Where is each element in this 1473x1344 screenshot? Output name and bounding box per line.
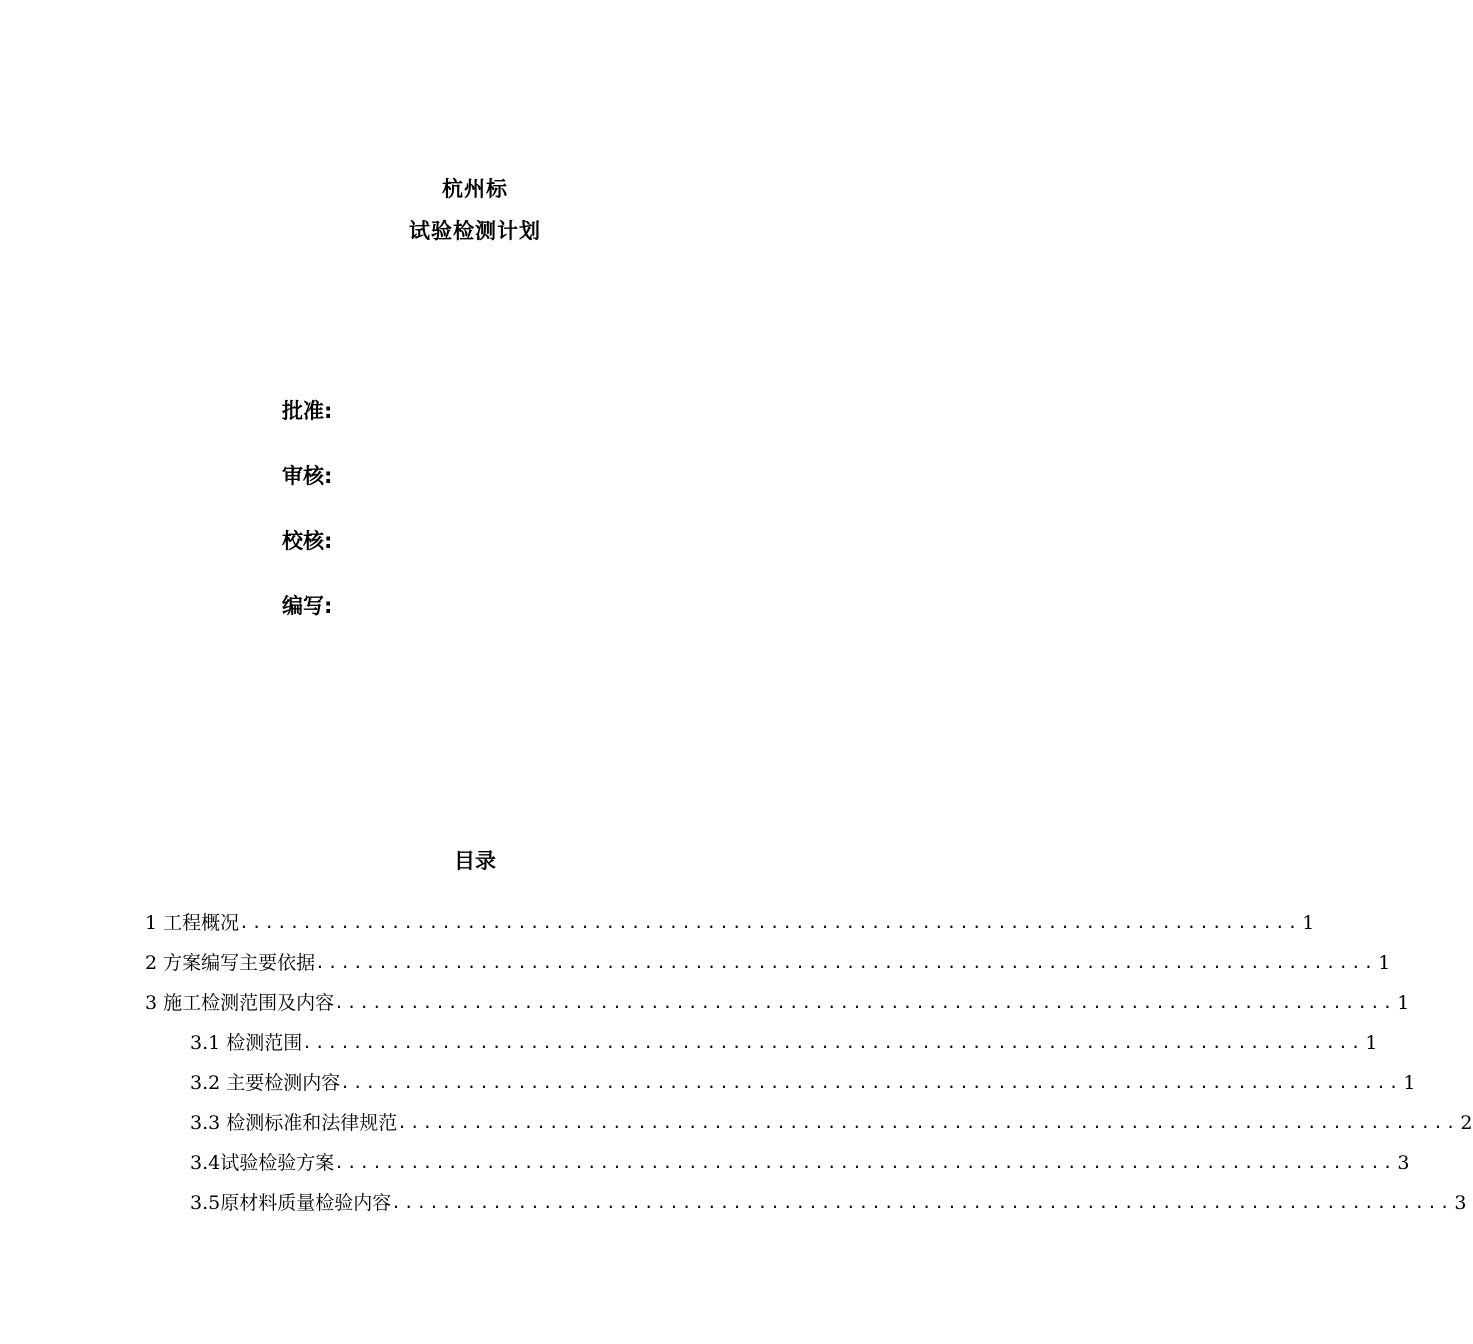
toc-entry-page: 1	[1397, 992, 1410, 1014]
toc-leader-dots: ....................................................................................	[391, 1193, 1453, 1212]
review-label: 审核:	[282, 464, 333, 488]
toc-entry[interactable]	[145, 990, 1410, 1016]
toc-entry-page: 3	[1454, 1192, 1467, 1214]
toc-leader-dots: ....................................................................................	[239, 913, 1301, 932]
toc-entry-page: 1	[1403, 1072, 1416, 1094]
toc-entry-page: 3	[1397, 1152, 1410, 1174]
toc-entry-label: 3.3 检测标准和法律规范	[190, 1112, 398, 1134]
toc-entry-page: 1	[1302, 912, 1315, 934]
toc-entry[interactable]	[190, 1070, 1416, 1096]
toc-leader-dots: ....................................................................................	[302, 1033, 1364, 1052]
toc-leader-dots: ....................................................................................	[315, 953, 1377, 972]
check-label: 校核:	[282, 529, 333, 553]
approval-label: 批准:	[282, 399, 333, 423]
toc-entry-label: 1 工程概况	[145, 912, 240, 934]
toc-entry-page: 1	[1378, 952, 1391, 974]
author-label: 编写:	[282, 594, 333, 618]
toc-entry[interactable]	[190, 1030, 1378, 1056]
toc-entry[interactable]	[145, 950, 1391, 976]
toc-entry-label: 2 方案编写主要依据	[145, 952, 316, 974]
toc-entry-label: 3 施工检测范围及内容	[145, 992, 335, 1014]
toc-leader-dots: ....................................................................................	[334, 993, 1396, 1012]
toc-entry[interactable]	[190, 1150, 1410, 1176]
toc-entry-label: 3.2 主要检测内容	[190, 1072, 341, 1094]
toc-entry[interactable]	[190, 1190, 1467, 1216]
toc-leader-dots: ....................................................................................	[334, 1153, 1396, 1172]
cover-title-line1: 杭州标	[442, 177, 508, 201]
toc-leader-dots: ....................................................................................	[340, 1073, 1402, 1092]
toc-entry-page: 1	[1365, 1032, 1378, 1054]
toc-entry[interactable]	[190, 1110, 1473, 1136]
toc-entry-label: 3.4试验检验方案	[190, 1152, 335, 1174]
toc-leader-dots: ....................................................................................	[397, 1113, 1459, 1132]
toc-entry[interactable]	[145, 910, 1315, 936]
toc-title: 目录	[454, 849, 496, 873]
toc-entry-page: 2	[1460, 1112, 1473, 1134]
cover-title-line2: 试验检测计划	[409, 219, 541, 243]
toc-entry-label: 3.5原材料质量检验内容	[190, 1192, 392, 1214]
toc-entry-label: 3.1 检测范围	[190, 1032, 303, 1054]
